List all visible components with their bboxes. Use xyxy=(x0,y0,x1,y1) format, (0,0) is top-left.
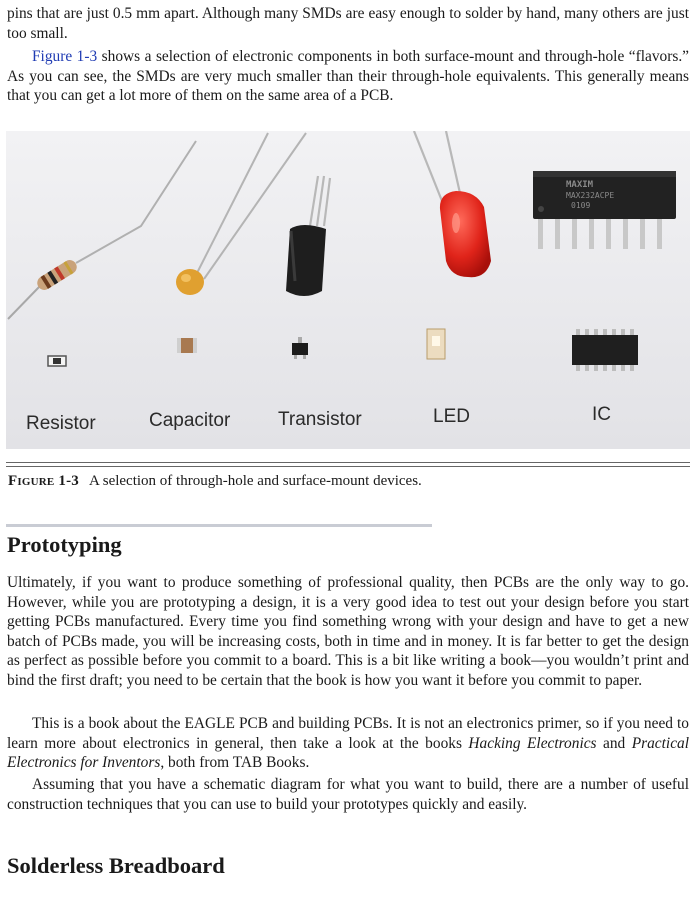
chip-marking-date: 0109 xyxy=(571,201,591,210)
ic-smd xyxy=(572,329,638,371)
chip-marking-brand: MAXIM xyxy=(566,180,594,190)
prototyping-paragraph-1: Ultimately, if you want to produce something of professional quality, then PCBs are the only way to go. However, while you are prototyping a design, it is a very good idea to test out your design before you start getting PCBs manufactured. Every time you find something wrong with your design and have to get a new batch of PCBs made, you will be increasing costs, both in time and in money. It is far better to get the design as perfect as possible before you commit to a board. This is a bit like writing a book—you wouldn’t print and bind the first draft; you need to be certain that the book is how you want it before you commit to paper. xyxy=(7,574,689,689)
book-title-practical-electronics: Practical Electronics for Inventors xyxy=(7,734,689,772)
figure-caption-text: A selection of through-hole and surface-mount devices. xyxy=(88,473,422,489)
intro-paragraph-1: pins that are just 0.5 mm apart. Although many SMDs are easy enough to solder by hand, many others are just too small. xyxy=(7,5,689,42)
figure-caption-label: Figure 1-3 xyxy=(8,473,79,489)
prototyping-paragraph-2-text-a: This is a book about the EAGLE PCB and building PCBs. It is not an electronics primer, so if you need to learn more about electronics in general, then take a look at the books xyxy=(7,715,689,752)
led-smd xyxy=(427,329,445,359)
label-led: LED xyxy=(433,406,470,427)
label-resistor: Resistor xyxy=(26,413,96,434)
label-ic: IC xyxy=(592,404,611,425)
prototyping-paragraph-2-text-c: , both from TAB Books. xyxy=(160,754,310,772)
intro-paragraph-2-text: shows a selection of electronic components in both surface-mount and through-hole “flavors.” As you can see, the SMDs are very much smaller than their through-hole equivalents. This generally means that you can get a lot more of them on the same area of a PCB. xyxy=(7,48,690,105)
heading-solderless-breadboard: Solderless Breadboard xyxy=(7,853,225,878)
prototyping-paragraph-2-text-b: and xyxy=(596,734,632,752)
label-capacitor: Capacitor xyxy=(149,410,231,431)
prototyping-paragraph-3: Assuming that you have a schematic diagram for what you want to build, there are a number of useful construction techniques that you can use to build your prototypes quickly and easily. xyxy=(7,776,689,813)
book-title-hacking-electronics: Hacking Electronics xyxy=(468,734,597,752)
figure-caption xyxy=(8,471,422,491)
chip-marking-part: MAX232ACPE xyxy=(566,191,615,200)
section-divider xyxy=(6,524,432,527)
label-transistor: Transistor xyxy=(278,409,362,430)
intro-paragraph-2 xyxy=(7,47,689,106)
prototyping-paragraph-2 xyxy=(7,714,689,773)
figure-rule xyxy=(6,462,690,467)
figure-reference-link[interactable]: Figure 1-3 xyxy=(32,48,98,65)
components-photo xyxy=(6,131,690,449)
heading-prototyping: Prototyping xyxy=(7,532,122,557)
figure-photo xyxy=(6,131,690,449)
